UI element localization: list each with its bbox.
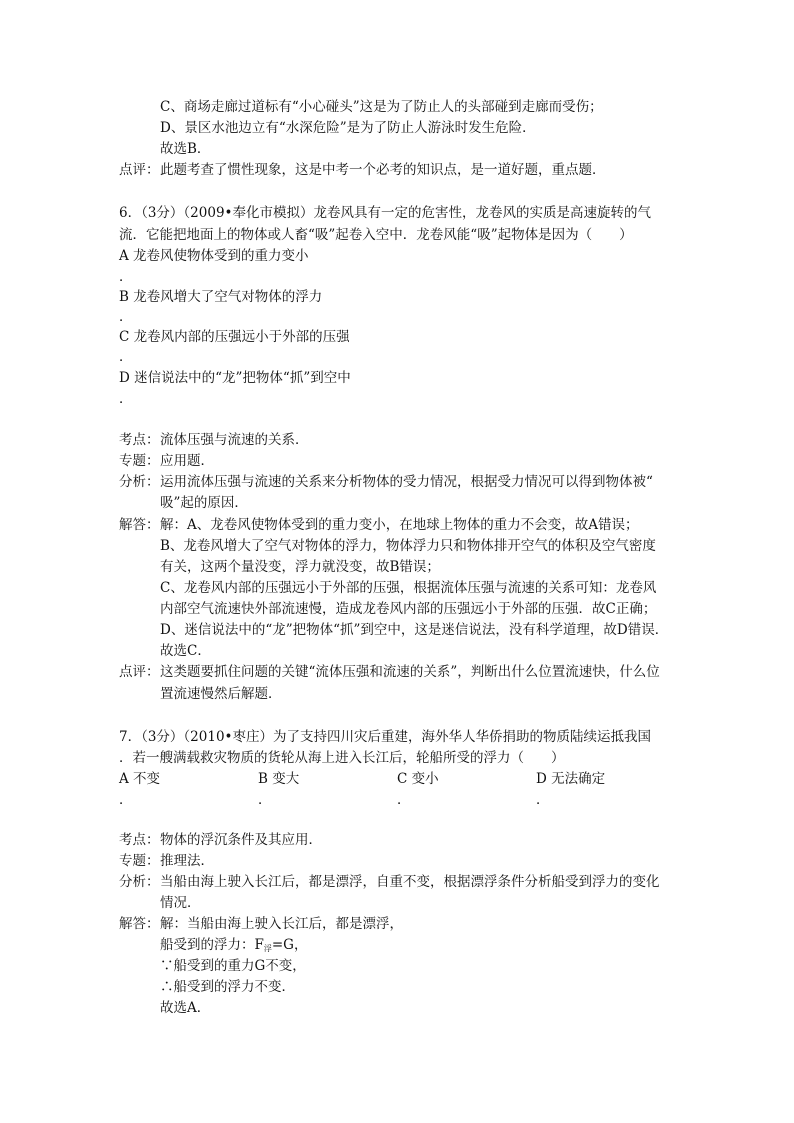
prev-option-d-line: D、景区水池边立有“水深危险”是为了防止人游泳时发生危险．: [160, 120, 536, 136]
q6-jieda-line: 故选C．: [160, 643, 211, 659]
prev-review-text: 此题考查了惯性现象，这是中考一个必考的知识点，是一道好题，重点题．: [160, 162, 606, 178]
q6-fenxi-label: 分析：: [119, 474, 160, 490]
q7-stem-line-2: ．若一艘满载救灾物质的货轮从海上进入长江后，轮船所受的浮力（ ）: [119, 750, 565, 766]
q6-zhuanti-label: 专题：: [119, 453, 160, 469]
q7-jieda-line-5: 故选A．: [160, 1000, 211, 1016]
q6-option-a-dot: ．: [119, 269, 133, 285]
q7-jieda-line-3: ∵船受到的重力G不变，: [160, 958, 306, 974]
q7-jieda-line-2-pre: 船受到的浮力：F: [160, 937, 264, 953]
q6-option-d-dot: ．: [119, 391, 133, 407]
q6-kaodian-label: 考点：: [119, 432, 160, 448]
q6-option-a: A 龙卷风使物体受到的重力变小: [119, 248, 309, 264]
q7-stem-line-1: 7．（3分）（2010•枣庄）为了支持四川灾后重建，海外华人华侨捐助的物质陆续运抵我国: [119, 729, 651, 745]
prev-option-c-line: C、商场走廊过道标有“小心碰头”这是为了防止人的头部碰到走廊而受伤；: [160, 99, 603, 115]
q6-stem-line-2: 流．它能把地面上的物体或人畜“吸”起卷入空中．龙卷风能“吸”起物体是因为（ ）: [119, 227, 633, 243]
prev-review-label: 点评：: [119, 162, 160, 178]
q6-zhuanti: 应用题．: [160, 453, 214, 469]
q6-option-b: B 龙卷风增大了空气对物体的浮力: [119, 289, 323, 305]
q7-jieda-line-4: ∴船受到的浮力不变．: [160, 979, 295, 995]
q6-jieda-line: 有关，这两个量没变，浮力就没变，故B错误；: [160, 559, 440, 575]
q7-option-d-dot: ．: [536, 792, 550, 808]
q7-option-a-dot: ．: [119, 792, 133, 808]
q6-jieda-line: D、迷信说法中的“龙”把物体“抓”到空中，这是迷信说法，没有科学道理，故D错误．: [160, 622, 669, 638]
q6-dianping-line-2: 置流速慢然后解题．: [160, 686, 282, 702]
q7-jieda-line-2-post: =G，: [271, 937, 308, 953]
q6-option-c: C 龙卷风内部的压强远小于外部的压强: [119, 329, 350, 345]
q7-option-d: D 无法确定: [536, 771, 606, 787]
q6-dianping-label: 点评：: [119, 664, 160, 680]
q6-option-c-dot: ．: [119, 349, 133, 365]
q7-zhuanti-label: 专题：: [119, 853, 160, 869]
q6-kaodian: 流体压强与流速的关系．: [160, 432, 309, 448]
q6-jieda-line: C、龙卷风内部的压强远小于外部的压强，根据流体压强与流速的关系可知：龙卷风: [160, 580, 657, 596]
q7-option-b: B 变大: [258, 771, 300, 787]
q6-jieda-label: 解答：: [119, 517, 160, 533]
q7-option-c: C 变小: [397, 771, 439, 787]
q7-jieda-label: 解答：: [119, 916, 160, 932]
q7-fenxi-line-2: 情况．: [160, 895, 201, 911]
q7-zhuanti: 推理法．: [160, 853, 214, 869]
q6-fenxi-line-1: 运用流体压强与流速的关系来分析物体的受力情况，根据受力情况可以得到物体被“: [160, 474, 653, 490]
q6-jieda-line: 内部空气流速快外部流速慢，造成龙卷风内部的压强远小于外部的压强．故C正确；: [160, 601, 657, 617]
q6-jieda-line: 解：A、龙卷风使物体受到的重力变小，在地球上物体的重力不会变，故A错误；: [160, 517, 639, 533]
q6-stem-line-1: 6．（3分）（2009•奉化市模拟）龙卷风具有一定的危害性，龙卷风的实质是高速旋转的气: [119, 205, 651, 221]
q7-option-c-dot: ．: [397, 792, 411, 808]
prev-answer-line: 故选B．: [160, 141, 211, 157]
q7-option-b-dot: ．: [258, 792, 272, 808]
q6-fenxi-line-2: 吸”起的原因．: [160, 495, 248, 511]
q7-kaodian-label: 考点：: [119, 832, 160, 848]
buoyancy-subscript: 浮: [263, 944, 272, 953]
q7-fenxi-label: 分析：: [119, 874, 160, 890]
q6-dianping-line-1: 这类题要抓住问题的关键“流体压强和流速的关系”，判断出什么位置流速快，什么位: [160, 664, 660, 680]
q6-jieda-line: B、龙卷风增大了空气对物体的浮力，物体浮力只和物体排开空气的体积及空气密度: [160, 538, 656, 554]
q6-option-b-dot: ．: [119, 309, 133, 325]
q7-jieda-line-1: 解：当船由海上驶入长江后，都是漂浮，: [160, 916, 403, 932]
q7-kaodian: 物体的浮沉条件及其应用．: [160, 832, 322, 848]
q7-fenxi-line-1: 当船由海上驶入长江后，都是漂浮，自重不变，根据漂浮条件分析船受到浮力的变化: [160, 874, 660, 890]
q6-option-d: D 迷信说法中的“龙”把物体“抓”到空中: [119, 370, 351, 386]
q7-option-a: A 不变: [119, 771, 161, 787]
